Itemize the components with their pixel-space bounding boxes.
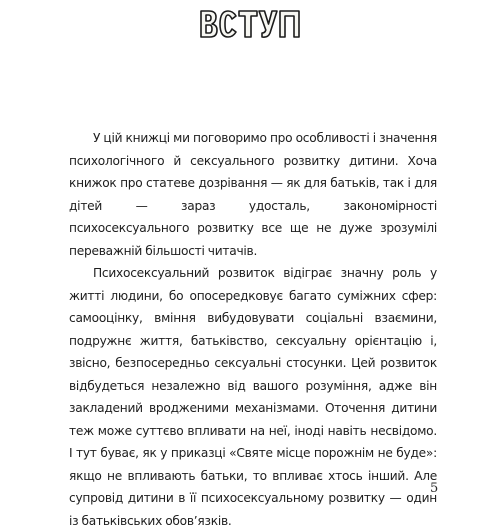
chapter-body [69,127,437,532]
chapter-title [195,6,305,42]
paragraph-1: У цій книжці ми поговоримо про особливості і значення психологічного й сексуального розвитку дитини. Хоча книжок про статеве дозрівання — як для батьків, так і для дітей — зараз удосталь, закономірності психосексуального розвитку все ще не дуже зрозумілі переважній більшості читачів. [69,131,437,258]
page-number: 5 [430,481,439,496]
paragraph-2: Психосексуальний розвиток відіграє значну роль у житті людини, бо опосередковує багато суміжних сфер: самооцінку, вміння вибудовувати соціальні взаємини, подружнє життя, батьківство, сексуальну орієнтацію і, звісно, безпосередньо сексуальні стосунки. Цей розвиток відбудеться незалежно від вашого розуміння, адже він закладений вродженими механізмами. Оточення дитини теж може суттєво впливати на неї, іноді навіть несвідомо. І тут буває, як у приказці «Святе місце порожнім не буде»: якщо не впливають батьки, то впливає хтось інший. Але супровід дитини в її психосексуальному розвитку — один із батьківських обов’язків. [69,266,437,528]
chapter-title-lettering [195,6,305,42]
